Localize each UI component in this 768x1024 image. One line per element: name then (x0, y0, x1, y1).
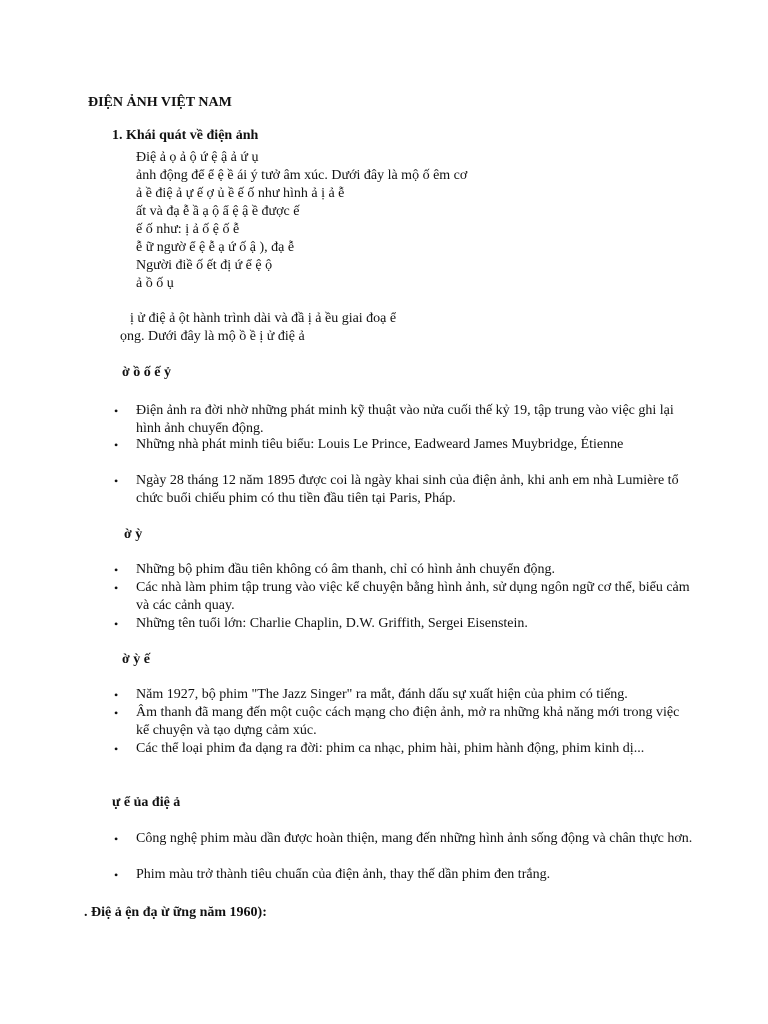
page-title: ĐIỆN ẢNH VIỆT NAM (88, 95, 232, 110)
bullet-icon: • (114, 706, 119, 720)
list-item: Các thể loại phim đa dạng ra đời: phim ca nhạc, phim hài, phim hành động, phim kinh dị... (136, 741, 645, 756)
list-item: Điện ảnh ra đời nhờ những phát minh kỹ thuật vào nửa cuối thế kỷ 19, tập trung vào việc ghi lại hình ảnh chuyển động. (136, 403, 674, 436)
list-item: Năm 1927, bộ phim "The Jazz Singer" ra mắt, đánh dấu sự xuất hiện của phim có tiếng. (136, 687, 628, 702)
bullet-icon: • (114, 617, 119, 631)
paragraph-line: ả ề điệ ả ự ế ợ ủ ề ế ố như hình ả ị ả ễ (136, 186, 345, 201)
paragraph-line: Người điề ố ết đị ứ ể ệ ộ (136, 258, 273, 273)
paragraph-line: ị ử điệ ả ột hành trình dài và đầ ị ả ều giai đoạ ể (130, 311, 397, 326)
bullet-icon: • (114, 742, 119, 756)
bullet-icon: • (114, 868, 119, 882)
subsection-heading: ờ ồ ố ế ỷ (122, 365, 171, 380)
list-item: Những nhà phát minh tiêu biểu: Louis Le Prince, Eadweard James Muybridge, Étienne (136, 437, 624, 452)
list-item: Những tên tuổi lớn: Charlie Chaplin, D.W. Griffith, Sergei Eisenstein. (136, 616, 528, 631)
paragraph-line: ễ ữ ngườ ể ệ ễ ạ ứ ố ậ ), đạ ễ (136, 240, 295, 255)
paragraph-line: ảnh động để ể ệ ề ái ý tưở âm xúc. Dưới đây là mộ ố êm cơ (136, 168, 468, 183)
bullet-icon: • (114, 438, 119, 452)
subsection-heading: . Điệ ả ện đạ ừ ững năm 1960): (84, 905, 267, 920)
paragraph-line: ọng. Dưới đây là mộ ồ ề ị ử điệ ả (120, 329, 305, 344)
section-heading: 1. Khái quát về điện ảnh (112, 128, 259, 143)
paragraph-line: ả ồ ố ụ (136, 276, 174, 291)
bullet-icon: • (114, 563, 119, 577)
paragraph-line: Điệ ả ọ ả ộ ứ ệ ậ ả ứ ụ (136, 150, 259, 165)
bullet-icon: • (114, 474, 119, 488)
bullet-icon: • (114, 832, 119, 846)
paragraph-line: ất và đạ ễ ầ ạ ộ ẩ ệ ậ ề được ế (136, 204, 300, 219)
bullet-icon: • (114, 688, 119, 702)
subsection-heading: ờ ỳ ế (122, 652, 150, 667)
subsection-heading: ự ể ủa điệ ả (112, 795, 181, 810)
subsection-heading: ờ ỳ (124, 527, 143, 542)
paragraph-line: ế ố như: ị ả ố ệ ố ễ (136, 222, 240, 237)
list-item: Phim màu trở thành tiêu chuẩn của điện ảnh, thay thế dần phim đen trắng. (136, 867, 551, 882)
bullet-icon: • (114, 404, 119, 418)
list-item: Âm thanh đã mang đến một cuộc cách mạng cho điện ảnh, mở ra những khả năng mới trong việc kể chuyện và tạo dựng cảm xúc. (136, 705, 680, 738)
list-item: Ngày 28 tháng 12 năm 1895 được coi là ngày khai sinh của điện ảnh, khi anh em nhà Lumière tổ chức buổi chiếu phim có thu tiền đầu tiên tại Paris, Pháp. (136, 473, 679, 506)
list-item: Các nhà làm phim tập trung vào việc kể chuyện bằng hình ảnh, sử dụng ngôn ngữ cơ thể, biểu cảm và các cảnh quay. (136, 580, 690, 613)
list-item: Công nghệ phim màu dần được hoàn thiện, mang đến những hình ảnh sống động và chân thực hơn. (136, 831, 693, 846)
list-item: Những bộ phim đầu tiên không có âm thanh, chỉ có hình ảnh chuyển động. (136, 562, 555, 577)
bullet-icon: • (114, 581, 119, 595)
